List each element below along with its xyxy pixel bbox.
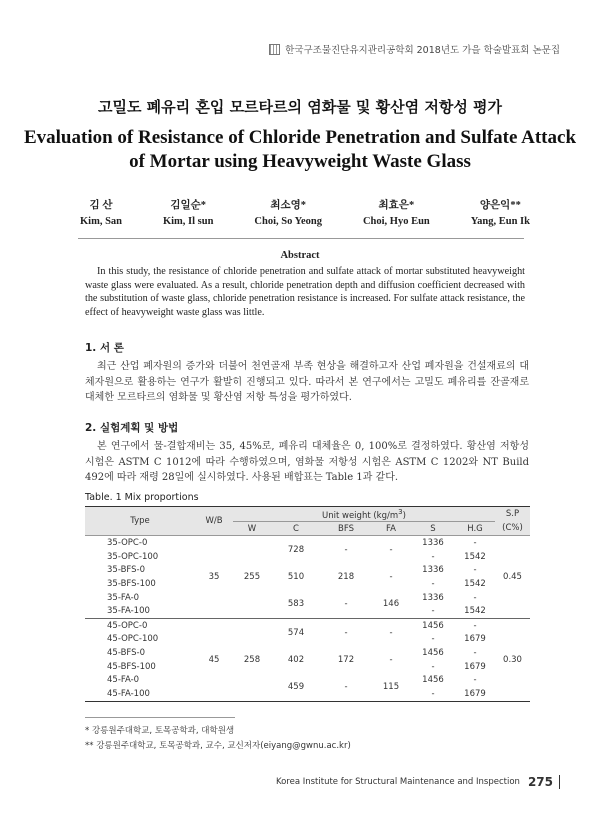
- cell-c: 459: [271, 673, 321, 701]
- cell-fa: 146: [371, 591, 411, 619]
- author-name-en: Kim, Il sun: [162, 216, 214, 227]
- cell-hg: 1679: [464, 661, 486, 672]
- author-name-ko: 양은익**: [479, 200, 521, 211]
- page-footer: [276, 775, 560, 789]
- footnote-1: * 강릉원주대학교, 토목공학과, 대학원생: [85, 726, 235, 736]
- header-unit-label: Unit weight (kg/m: [322, 510, 399, 521]
- running-header: [269, 42, 560, 56]
- cell-type: 45-FA-0: [107, 675, 140, 686]
- title-english-line1: Evaluation of Resistance of Chloride Penetration and Sulfate Attack: [23, 127, 577, 148]
- cell-c: 728: [287, 545, 305, 556]
- cell-hg: -: [473, 620, 477, 631]
- cell-s: -: [431, 551, 435, 562]
- cell-sp: 0.45: [495, 536, 530, 619]
- author-name-en: Yang, Eun Ik: [470, 216, 530, 227]
- author-divider: [78, 238, 524, 239]
- table-row: [85, 591, 530, 605]
- cell-hg: -: [473, 675, 477, 686]
- cell-type: 45-FA-100: [85, 687, 195, 701]
- footnote-2: ** 강릉원주대학교, 토목공학과, 교수, 교신저자(eiyang@gwnu.ac.kr): [85, 741, 351, 751]
- cell-hg: 1679: [464, 634, 486, 645]
- cell-wb: 35: [195, 536, 233, 619]
- cell-s: -: [431, 579, 435, 589]
- section-1-text: 최근 산업 폐자원의 증가와 더불어 천연골재 부족 현상을 해결하고자 산업 폐자원을 건설재료의 대체자원으로 활용하는 연구가 활발히 진행되고 있다. 따라서 본 연구에서는 고밀도 폐유리를 잔골재로 대체한 모르타르의 염화물 및 황산염 저항 특성을 평가하였다.: [85, 361, 529, 403]
- header-hg: H.G: [455, 521, 495, 536]
- author: [80, 198, 122, 230]
- cell-s: 1336: [422, 538, 444, 549]
- abstract-text: In this study, the resistance of chloride penetration and sulfate attack of mortar substituted heavyweight waste glass were evaluated. As a result, chloride penetration depth and diffusion coefficient decreased with the substitution of waste glass, chloride penetration resistance is increased. For sulfate attack resistance, the effect of heavyweight waste glass was little.: [85, 266, 525, 318]
- cell-fa: -: [389, 572, 393, 583]
- cell-wb: 45: [195, 618, 233, 701]
- header-sp: S.P: [495, 507, 530, 522]
- title-english: [0, 126, 600, 174]
- author: [363, 198, 430, 230]
- cell-s: 1456: [422, 620, 444, 631]
- cell-fa: -: [389, 654, 393, 665]
- cell-hg: 1542: [464, 551, 486, 562]
- header-unit-weight: [233, 507, 495, 522]
- cell-c: 402: [287, 654, 305, 665]
- abstract-title: Abstract: [280, 250, 320, 261]
- author-name-ko: 김일순*: [170, 200, 207, 211]
- cell-s: -: [431, 661, 435, 672]
- cell-s: 1456: [422, 675, 444, 686]
- title-korean: 고밀도 폐유리 혼입 모르타르의 염화물 및 황산염 저항성 평가: [97, 98, 503, 116]
- author-name-ko: 최소영*: [270, 200, 307, 211]
- table-row: [85, 673, 530, 687]
- cell-s: 1336: [422, 592, 444, 603]
- header-bfs: BFS: [321, 521, 371, 536]
- header-sp-unit: (C%): [495, 521, 530, 536]
- cell-bfs: -: [344, 627, 348, 638]
- cell-sp: 0.30: [495, 618, 530, 701]
- cell-fa: 115: [371, 673, 411, 701]
- cell-w: 258: [233, 618, 271, 701]
- header-unit-sup: 3: [398, 507, 403, 516]
- cell-type: 35-FA-100: [85, 604, 195, 618]
- cell-type: 45-OPC-100: [107, 634, 159, 645]
- cell-type: 35-BFS-100: [107, 579, 156, 589]
- header-unit-close: ): [402, 510, 406, 521]
- cell-hg: 1679: [455, 687, 495, 701]
- cell-type: 35-OPC-100: [107, 551, 159, 562]
- cell-fa: -: [389, 545, 393, 556]
- header-type: Type: [85, 507, 195, 536]
- cell-s: 1336: [422, 565, 444, 576]
- cell-bfs: -: [321, 673, 371, 701]
- section-1-title: 1. 서 론: [85, 342, 124, 354]
- cell-bfs: 172: [337, 654, 355, 665]
- cell-s: 1456: [422, 647, 444, 658]
- cell-hg: -: [473, 647, 477, 658]
- cell-hg: -: [473, 565, 477, 576]
- author-name-ko: 김 산: [89, 200, 113, 211]
- header-wb: W/B: [195, 507, 233, 536]
- cell-c: 583: [271, 591, 321, 619]
- cell-type: 35-BFS-0: [107, 565, 146, 576]
- author: [163, 198, 213, 230]
- cell-s: -: [431, 634, 435, 645]
- table-row: [85, 618, 530, 632]
- mix-proportions-table: [85, 506, 530, 702]
- cell-hg: -: [473, 538, 477, 549]
- footer-text: Korea Institute for Structural Maintenance and Inspection: [275, 777, 520, 787]
- header-text: 한국구조물진단유지관리공학회 2018년도 가을 학술발표회 논문집: [285, 45, 560, 56]
- cell-type: 45-OPC-0: [107, 620, 148, 631]
- cell-hg: -: [473, 592, 477, 603]
- author-name-en: Kim, San: [80, 216, 123, 227]
- cell-hg: 1542: [455, 604, 495, 618]
- table-row: [85, 536, 530, 550]
- cell-type: 35-FA-0: [107, 592, 140, 603]
- section-2-title: 2. 실험계획 및 방법: [85, 422, 179, 434]
- cell-w: 255: [233, 536, 271, 619]
- book-icon: [269, 44, 280, 55]
- cell-type: 35-OPC-0: [107, 538, 148, 549]
- cell-s: -: [411, 604, 455, 618]
- table-caption: Table. 1 Mix proportions: [85, 492, 199, 503]
- cell-c: 510: [287, 572, 305, 583]
- header-fa: FA: [371, 521, 411, 536]
- author-name-en: Choi, So Yeong: [254, 216, 322, 227]
- header-w: W: [233, 521, 271, 536]
- cell-bfs: -: [344, 545, 348, 556]
- cell-type: 45-BFS-0: [107, 647, 146, 658]
- section-2-text: 본 연구에서 물-결합재비는 35, 45%로, 폐유리 대체율은 0, 100%로 결정하였다. 황산염 저항성 시험은 ASTM C 1012에 따라 수행하였으며, 염화물 저항성 시험은 ASTM C 1202와 NT Build 492에 따라 재령 28일에 실시하였다. 사용된 배합표는 Table 1과 같다.: [85, 441, 529, 483]
- cell-bfs: -: [321, 591, 371, 619]
- footnote-divider: [85, 717, 235, 718]
- cell-hg: 1542: [464, 579, 486, 589]
- table-row: [85, 646, 530, 660]
- cell-c: 574: [287, 627, 305, 638]
- author-list: [80, 198, 530, 230]
- cell-s: -: [411, 687, 455, 701]
- author-name-en: Choi, Hyo Eun: [362, 216, 430, 227]
- cell-type: 45-BFS-100: [107, 661, 156, 672]
- cell-bfs: 218: [337, 572, 355, 583]
- author-name-ko: 최효은*: [378, 200, 415, 211]
- author: [254, 198, 322, 230]
- cell-fa: -: [389, 627, 393, 638]
- title-english-line2: of Mortar using Heavyweight Waste Glass: [129, 151, 471, 172]
- header-s: S: [411, 521, 455, 536]
- author: [471, 198, 530, 230]
- header-c: C: [271, 521, 321, 536]
- table-row: [85, 564, 530, 578]
- page-number: 275: [528, 775, 560, 789]
